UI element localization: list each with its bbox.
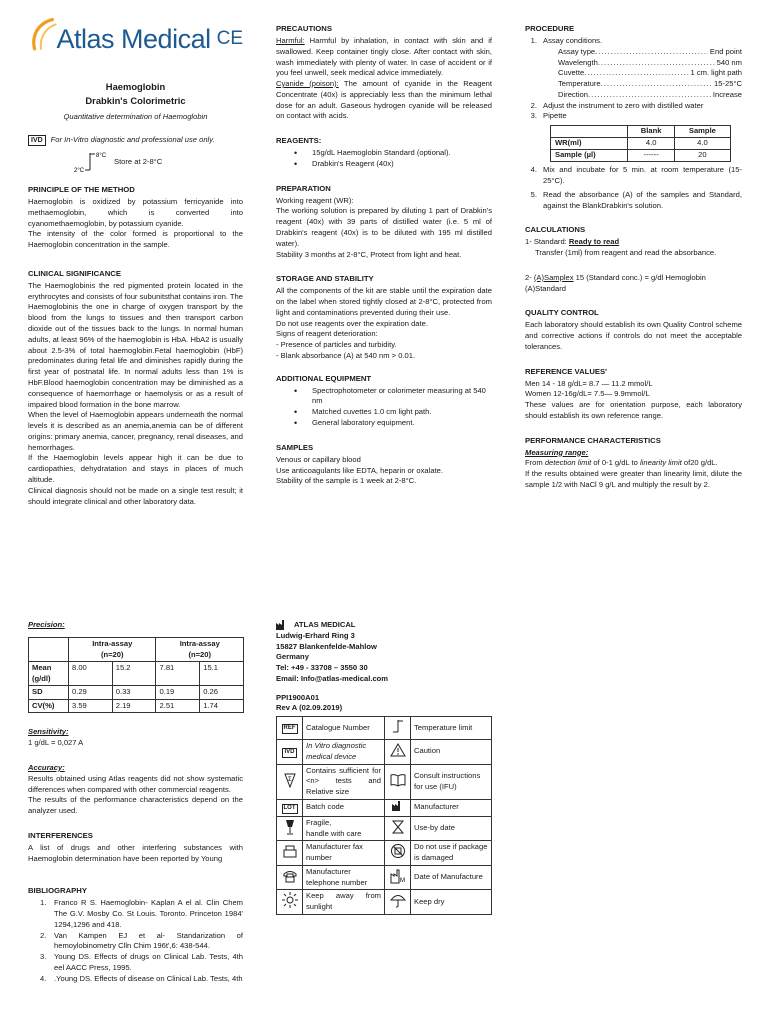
- condition-row: Direction ..... Increase: [558, 90, 742, 101]
- procedure-steps: [525, 36, 742, 47]
- telephone-icon: [282, 869, 298, 883]
- column-5: [276, 620, 492, 915]
- ivd-statement: IVD For In-Vitro diagnostic and professional use only.: [28, 135, 243, 146]
- principle-heading: PRINCIPLE OF THE METHOD: [28, 185, 135, 195]
- procedure-step: 5. Read the absorbance (A) of the samples and Standard, against the BlankDrabkin's solution.: [530, 189, 742, 210]
- table-row: REF Catalogue Number Temperature limit: [277, 717, 492, 740]
- table-row: IVD In Vitro diagnostic medical device Caution: [277, 740, 492, 765]
- table-row: Fragile, handle with care Use-by date: [277, 816, 492, 841]
- equipment-heading: ADDITIONAL EQUIPMENT: [276, 373, 372, 383]
- manufacturer-icon: [276, 620, 288, 630]
- procedure-step: 1. Assay conditions.: [530, 35, 603, 45]
- precautions-heading: PRECAUTIONS: [276, 24, 332, 33]
- column-2: PRECAUTIONS Harmful: Harmful by inhalation, in contact with skin and if swallowed. Keep container tingly close. After contact with skin, wash immediately with plenty of water. In case of accident or if you feel unwell, seek medical advice immediately. Cyanide (poison): The amount of cyanide in the Reagent Concentrate (40x) is appreciably less than the minimum lethal dose for an adult. Gaseous hydrogen cyanide will be released on contact with acids. REAGENTS: • 15g/dL Haemoglobin Standard (optional). • Drabkin's Reagent (40x) PREPARATION Working reagent (WR): The working solution is prepared by diluting 1 part of Drabkin's reagent (40x) with 39 parts of distilled water (i.e. 5 ml of Drabkin's reagent (40x) is to be diluted with 195 ml distilled water). Stability 3 months at 2-8°C, Protect from light and heat. STORAGE AND STABILITY All the components of the kit are stable until the expiration date on the label when stored tightly closed at 2-8°C, protected from light and contaminations prevented during their use. Do not use reagents over the expiration date. Signs of reagent deterioration: - Presence of particles and turbidity. - Blank absorbance (A) at 540 nm > 0.01. ADDITIONAL EQUIPMENT • Spectrophotometer or colorimeter measuring at 540 nm • Matched cuvettes 1.0 cm light path. • General laboratory equipment. SAMPLES Venous or capillary blood Use anticoagulants like EDTA, heparin or oxalate. Stability of the sample is 1 week at 2-8°C.: [276, 24, 492, 487]
- sufficient-tests-icon: [283, 772, 297, 788]
- table-row: CV(%) 3.59 2.19 2.51 1.74: [29, 699, 244, 713]
- umbrella-icon: [390, 892, 406, 908]
- storage-heading: STORAGE AND STABILITY: [276, 274, 374, 284]
- document-code: PPI1900A01: [276, 692, 320, 702]
- manufacturer-street: Ludwig-Erhard Ring 3: [276, 630, 355, 640]
- svg-text:8°C: 8°C: [96, 153, 107, 160]
- clinical-heading: CLINICAL SIGNIFICANCE: [28, 268, 121, 278]
- svg-text:2°C: 2°C: [74, 168, 85, 175]
- bibliography-heading: BIBLIOGRAPHY: [28, 886, 87, 896]
- reference-values-heading: REFERENCE VALUES': [525, 366, 607, 376]
- table-row: Blank Sample: [551, 126, 731, 138]
- storage-temperature: 8°C 2°C Store at 2-8°C: [74, 150, 243, 174]
- condition-row: Wavelength ..... 540 nm: [558, 58, 742, 69]
- manufacturer-city: 15827 Blankenfelde-Mahlow: [276, 641, 377, 651]
- list-item: • 15g/dL Haemoglobin Standard (optional).: [294, 148, 492, 159]
- table-row: SD 0.29 0.33 0.19 0.26: [29, 685, 244, 699]
- manufacturer-tel: Tel: +49 - 33708 – 3550 30: [276, 663, 368, 673]
- assay-conditions: [558, 47, 742, 101]
- calculations-heading: CALCULATIONS: [525, 225, 586, 235]
- sensitivity-heading: Sensitivity:: [28, 727, 69, 737]
- table-row: Manufacturer telephone number M Date of Manufacture: [277, 865, 492, 890]
- ce-mark: CE: [216, 28, 243, 49]
- table-row: Sample (µl) ------ 20: [551, 150, 731, 162]
- list-item: • Matched cuvettes 1.0 cm light path.: [294, 407, 492, 418]
- column-1: Atlas Medical CE Haemoglobin Drabkin's Colorimetric Quantitative determination of Haemoglobin IVD For In-Vitro diagnostic and professional use only. 8°C 2°C Store at 2-8°C PRINCIPLE OF THE METHOD Haemoglobin is oxidized by potassium ferricyanide into methaemoglobin, which is converted into cyanomethaemoglobin, by potassium cyanide. The intensity of the color formed is proportional to the Haemoglobin concentration in the sample. CLINICAL SIGNIFICANCE The Haemoglobinis the red pigmented protein located in the erythrocytes and consists of four subunitsthat contains iron. The Haemoglobinis the one in charge of oxygen transport by the blood from the lungs to tissues and then transport carbon dioxide out of the tissues back to the lungs. In normal human adults, at least 96% of the haemoglobin is HbA. HbA2 is usually about 2.5-3% of total haemoglobin.Fetal haemoglobin (HbF) predominates during fetal life and diminishes rapidly during the first year of postnatal life. In normal adults less than 1% is HbF.Blood haemoglobin concentration may be diminished as a consequence of haemorrhage or haemolysis or as a result of impaired blood formation in the bone marrow. When the level of Haemoglobin appears underneath the normal levels it is described as an anemia,anemia can be of different origins: primary anemia, cancer, pregnancy, renal diseases, and hemorrhages. If the Haemoglobin levels appear high it can be due to cardiopathies, dehydratation and stays in places of much altitude. Clinical diagnosis should not be made on a single test result; it should integrate clinical and other laboratory data.: [28, 12, 243, 507]
- condition-row: Temperature ..... 15-25°C: [558, 79, 742, 90]
- symbols-table: [276, 716, 492, 915]
- procedure-step: 4. Mix and incubate for 5 min. at room temperature (15-25°C).: [530, 165, 742, 185]
- sun-icon: [282, 892, 298, 908]
- procedure-heading: PROCEDURE: [525, 24, 575, 33]
- hourglass-icon: [391, 820, 405, 834]
- preparation-heading: PREPARATION: [276, 183, 331, 193]
- procedure-step: 3. Pipette: [530, 111, 567, 121]
- list-item: • Drabkin's Reagent (40x): [294, 159, 492, 170]
- temperature-limit-icon: [74, 150, 108, 174]
- reagents-heading: REAGENTS:: [276, 136, 322, 146]
- svg-text:Σ: Σ: [287, 776, 292, 783]
- measuring-range-label: Measuring range:: [525, 447, 589, 457]
- list-item: • General laboratory equipment.: [294, 418, 492, 429]
- temperature-limit-icon: [391, 718, 405, 734]
- manufacture-date-icon: [390, 868, 406, 884]
- damaged-package-icon: [390, 843, 406, 859]
- table-row: Intra-assay (n=20) Intra-assay (n=20): [29, 637, 244, 662]
- reagents-list: [294, 148, 492, 170]
- ivd-icon: IVD: [282, 748, 296, 758]
- table-row: Manufacturer fax number Do not use if package is damaged: [277, 841, 492, 866]
- procedure-step: 2. Adjust the instrument to zero with distilled water: [530, 100, 704, 110]
- interferences-heading: INTERFERENCES: [28, 830, 93, 840]
- consult-ifu-icon: [390, 773, 406, 787]
- fax-icon: [282, 844, 298, 858]
- svg-text:M: M: [399, 877, 405, 884]
- precision-heading: Precision:: [28, 620, 65, 629]
- fragile-icon: [285, 819, 295, 835]
- manufacturer-email: Email: Info@atlas-medical.com: [276, 673, 389, 683]
- table-row: LOT Batch code Manufacturer: [277, 799, 492, 816]
- performance-heading: PERFORMANCE CHARACTERISTICS: [525, 435, 661, 445]
- column-4: Precision: Intra-assay (n=20) Intra-assay (n=20) Mean (g/dl) 8.00 15.2 7.81 15.1 SD 0.29 0.33 0.19 0.26 CV(%) 3.59 2.19 2.51 1.74 Sensitivity: 1 g/dL = 0,027 A Accuracy: Results obtained using Atlas reagents did not show systematic differences when compared with other commercial reagents. The results of the performance characteristics depend on the analyzer used. INTERFERENCES A list of drugs and other interfering substances with Haemoglobin determination have been reported by Young BIBLIOGRAPHY 1. Franco R S. Haemoglobin- Kaplan A el al. Clin Chem The G.V. Mosby Co. St Louis. Toronto. Princeton 1984' 1294,1296 and 418. 2. Van Kampen EJ et al- Standarization of hemoylobinometry Clln Chim 196t',6: 438-544. 3. Young DS. Effects of drugs on Clinical Lab. Tests, 4th eel AACC Press, 1995. 4. .Young DS. Effects of disease on Clinical Lab. Tests, 4th: [28, 620, 243, 983]
- document-revision: Rev A (02.09.2019): [276, 703, 343, 713]
- ref-icon: REF: [282, 724, 298, 734]
- caution-icon: [390, 743, 406, 757]
- precision-table: [28, 637, 244, 714]
- table-row: Keep away from sunlight Keep dry: [277, 890, 492, 915]
- list-item: • Spectrophotometer or colorimeter measuring at 540 nm: [294, 386, 492, 408]
- cyanide-warning: Cyanide (poison): The amount of cyanide in the Reagent Concentrate (40x) is appreciably less than the minimum lethal dose for an adult. Gaseous hydrogen cyanide will be released on contact with acids.: [276, 79, 492, 121]
- manufacturer-icon: [392, 801, 404, 811]
- manufacturer-country: Germany: [276, 652, 309, 662]
- atlas-medical-logo: [28, 12, 243, 62]
- column-3: PROCEDURE 1. Assay conditions. Assay type ..... End point Wavelength ..... 540 nm Cuvette ..... 1 cm. light path Temperature ..... 15-25°C Direction ..... Increase 2. Adjust the instrument to zero with distilled water 3. Pipette Blank Sample WR(ml) 4.0 4.0 Sample (µl) ------ 20 4. Mix and incubate for 5 min. at room temperature (15-25°C). 5. Read the absorbance (A) of the samples and Standard, against the BlankDrabkin's solution. CALCULATIONS 1- Standard: Ready to read Transfer (1ml) from reagent and read the absorbance. 2- (A)Samplex 15 (Standard conc.) = g/dl Hemoglobin (A)Standard QUALITY CONTROL Each laboratory should establish its own Quality Control scheme and corrective actions if controls do not meet the acceptable tolerances. REFERENCE VALUES' Men 14 - 18 g/dL= 8.7 — 11.2 mmol/L Women 12-16g/dL= 7.5— 9.9mmol/L These values are for orientation purpose, each laboratory should establish its own reference range. PERFORMANCE CHARACTERISTICS Measuring range: From detection limit of 0-1 g/dL to linearity limit of20 g/dL. If the results obtained were greater than linearity limit, dilute the sample 1/2 with NaCl 9 g/L and multiply the result by 2.: [525, 24, 742, 491]
- table-row: Mean (g/dl) 8.00 15.2 7.81 15.1: [29, 662, 244, 686]
- quality-control-heading: QUALITY CONTROL: [525, 308, 599, 318]
- product-title: Haemoglobin Drabkin's Colorimetric: [85, 81, 186, 106]
- pipette-table: [550, 125, 731, 162]
- harmful-warning: Harmful: Harmful by inhalation, in contact with skin and if swallowed. Keep container tingly close. After contact with skin, wash immediately with plenty of water. In case of accident or if you feel unwell, seek medical advice immediately.: [276, 35, 492, 78]
- table-row: Σ Contains sufficient for <n> tests and Relative size Consult instructions for use (IFU): [277, 764, 492, 799]
- manufacturer-name: ATLAS MEDICAL: [276, 620, 492, 631]
- list-item: 2. Van Kampen EJ et al- Standarization of hemoylobinometry Clln Chim 196t',6: 438-544.: [40, 930, 243, 951]
- accuracy-heading: Accuracy:: [28, 762, 65, 772]
- condition-row: Cuvette ..... 1 cm. light path: [558, 68, 742, 79]
- condition-row: Assay type ..... End point: [558, 47, 742, 58]
- ivd-badge: IVD: [28, 135, 46, 146]
- samples-heading: SAMPLES: [276, 442, 314, 452]
- brand-name: Atlas Medical: [56, 24, 211, 54]
- list-item: 1. Franco R S. Haemoglobin- Kaplan A el al. Clin Chem The G.V. Mosby Co. St Louis. Toronto. Princeton 1984' 1294,1296 and 418.: [40, 898, 243, 929]
- list-item: 4. .Young DS. Effects of disease on Clinical Lab. Tests, 4th: [40, 973, 243, 983]
- table-row: WR(ml) 4.0 4.0: [551, 138, 731, 150]
- bibliography-list: [40, 898, 243, 984]
- list-item: 3. Young DS. Effects of drugs on Clinical Lab. Tests, 4th eel AACC Press, 1995.: [40, 952, 243, 972]
- product-subtitle: Quantitative determination of Haemoglobin: [63, 112, 208, 122]
- lot-icon: LOT: [282, 804, 298, 814]
- equipment-list: [294, 386, 492, 429]
